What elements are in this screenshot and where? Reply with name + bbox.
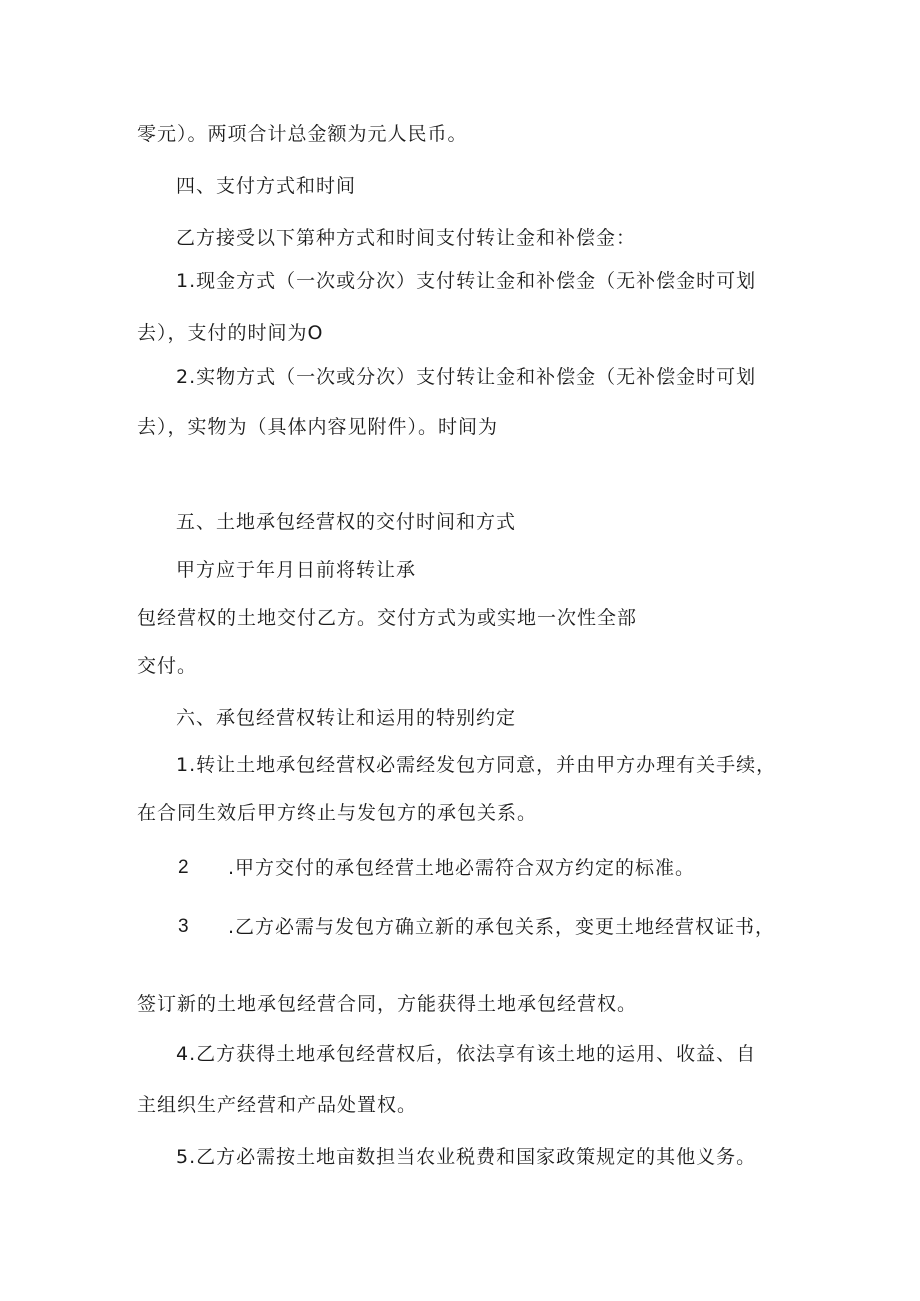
- text-line-delivery-method: 包经营权的土地交付乙方。交付方式为或实地一次性全部: [137, 607, 638, 629]
- text-line-delivery-end: 交付。: [137, 655, 198, 677]
- list-item-land-standard: .甲方交付的承包经营土地必需符合双方约定的标准。: [228, 857, 696, 879]
- list-item-taxes: 5.乙方必需按土地亩数担当农业税费和国家政策规定的其他义务。: [176, 1146, 757, 1168]
- text-line-total-amount: 零元）。两项合计总金额为元人民币。: [137, 123, 468, 145]
- list-item-transfer-consent: 1.转让土地承包经营权必需经发包方同意，并由甲方办理有关手续，: [176, 754, 777, 776]
- list-number-2: 2: [178, 857, 190, 878]
- text-line-payment-choice: 乙方接受以下第种方式和时间支付转让金和补偿金：: [176, 227, 637, 249]
- list-item-new-contract: .乙方必需与发包方确立新的承包关系，变更土地经营权证书，: [228, 916, 776, 938]
- section-heading-payment: 四、支付方式和时间: [176, 175, 357, 197]
- text-line-transfer-consent-cont: 在合同生效后甲方终止与发包方的承包关系。: [137, 802, 538, 824]
- section-heading-delivery: 五、土地承包经营权的交付时间和方式: [176, 511, 517, 533]
- text-line-rights-cont: 主组织生产经营和产品处置权。: [137, 1094, 418, 1116]
- list-item-goods-payment: 2.实物方式（一次或分次）支付转让金和补偿金（无补偿金时可划: [176, 366, 757, 388]
- list-item-rights: 4.乙方获得土地承包经营权后，依法享有该土地的运用、收益、自: [176, 1043, 757, 1065]
- list-item-cash-payment: 1.现金方式（一次或分次）支付转让金和补偿金（无补偿金时可划: [176, 270, 757, 292]
- text-line-goods-payment-cont: 去），实物为（具体内容见附件）。时间为: [137, 416, 499, 438]
- text-line-new-contract-cont: 签订新的土地承包经营合同，方能获得土地承包经营权。: [137, 993, 638, 1015]
- text-line-delivery-date: 甲方应于年月日前将转让承: [176, 559, 417, 581]
- section-heading-special-terms: 六、承包经营权转让和运用的特别约定: [176, 707, 517, 729]
- text-line-cash-payment-cont: 去），支付的时间为O: [137, 322, 324, 344]
- list-number-3: 3: [178, 916, 190, 937]
